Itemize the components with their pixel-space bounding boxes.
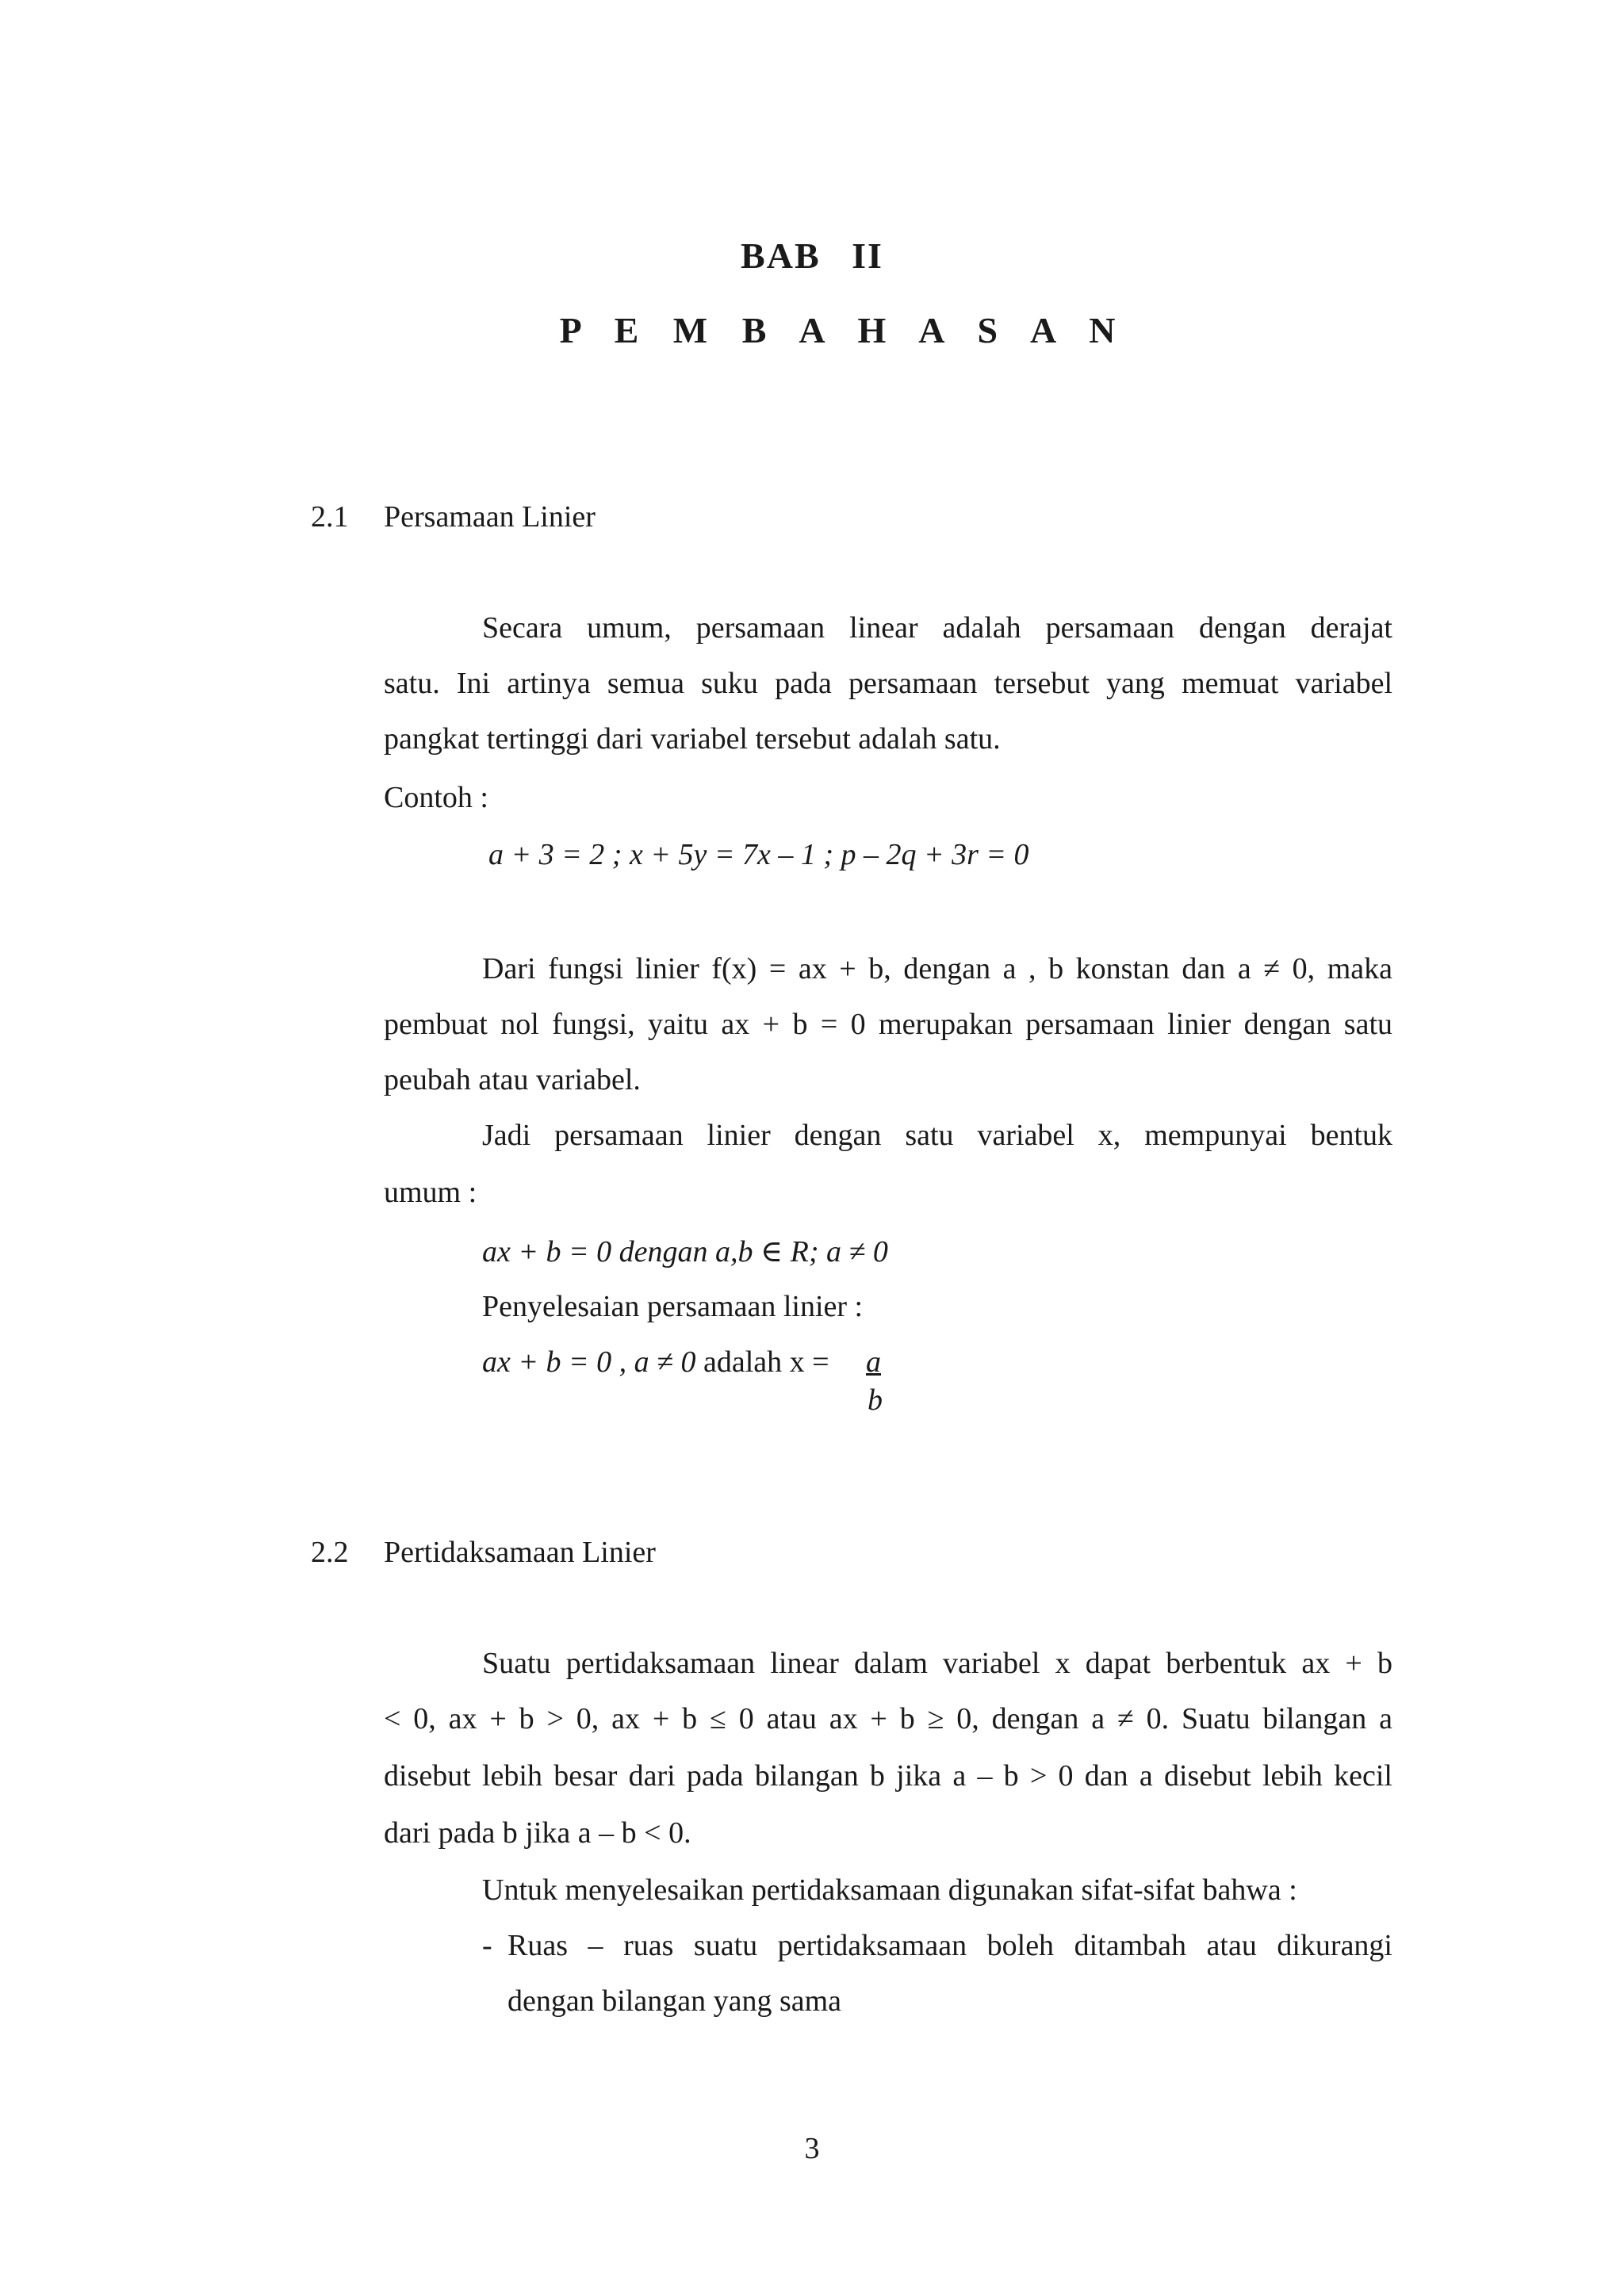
bullet-line-last: dengan bilangan yang sama [508, 1984, 842, 2018]
paragraph-line: Suatu pertidaksamaan linear dalam variabel x dapat berbentuk ax + b [482, 1647, 1392, 1680]
fraction-denominator: b [868, 1383, 883, 1417]
section-title-2-1: Persamaan Linier [384, 500, 596, 534]
solution-line [482, 1345, 829, 1380]
paragraph-line: < 0, ax + b > 0, ax + b ≤ 0 atau ax + b ≥ 0, dengan a ≠ 0. Suatu bilangan a [384, 1702, 1392, 1735]
paragraph-line: disebut lebih besar dari pada bilangan b jika a – b > 0 dan a disebut lebih kecil [384, 1759, 1392, 1793]
solution-text: adalah x = [703, 1345, 829, 1379]
bullet-marker: - [482, 1929, 492, 1962]
paragraph-line: Jadi persamaan linier dengan satu variabel x, mempunyai bentuk [482, 1119, 1392, 1152]
paragraph-line: pembuat nol fungsi, yaitu ax + b = 0 merupakan persamaan linier dengan satu [384, 1008, 1392, 1041]
solution-equation: ax + b = 0 , a ≠ 0 [482, 1345, 696, 1379]
paragraph-line: Untuk menyelesaikan pertidaksamaan digunakan sifat-sifat bahwa : [482, 1873, 1297, 1907]
fraction-numerator: a [866, 1345, 881, 1379]
solution-label: Penyelesaian persamaan linier : [482, 1290, 864, 1323]
section-number-2-2: 2.2 [311, 1536, 349, 1569]
general-form-equation: ax + b = 0 dengan a,b ∈ R; a ≠ 0 [482, 1235, 888, 1269]
chapter-label: BAB II [741, 235, 883, 276]
chapter-title: P E M B A H A S A N [559, 310, 1128, 350]
paragraph-line-last: umum : [384, 1176, 477, 1209]
paragraph-line-last: dari pada b jika a – b < 0. [384, 1816, 691, 1850]
paragraph-line: satu. Ini artinya semua suku pada persamaan tersebut yang memuat variabel [384, 667, 1392, 700]
paragraph-line: Dari fungsi linier f(x) = ax + b, dengan a , b konstan dan a ≠ 0, maka [482, 952, 1392, 985]
section-title-2-2: Pertidaksamaan Linier [384, 1536, 656, 1569]
paragraph-line-last: pangkat tertinggi dari variabel tersebut adalah satu. [384, 722, 1001, 756]
paragraph-line: Secara umum, persamaan linear adalah persamaan dengan derajat [482, 611, 1392, 645]
section-number-2-1: 2.1 [311, 500, 349, 534]
paragraph-line-last: peubah atau variabel. [384, 1063, 641, 1096]
page-number: 3 [804, 2132, 820, 2165]
example-label: Contoh : [384, 781, 488, 814]
bullet-line: Ruas – ruas suatu pertidaksamaan boleh ditambah atau dikurangi [508, 1929, 1392, 1962]
example-equation: a + 3 = 2 ; x + 5y = 7x – 1 ; p – 2q + 3r = 0 [488, 838, 1029, 871]
